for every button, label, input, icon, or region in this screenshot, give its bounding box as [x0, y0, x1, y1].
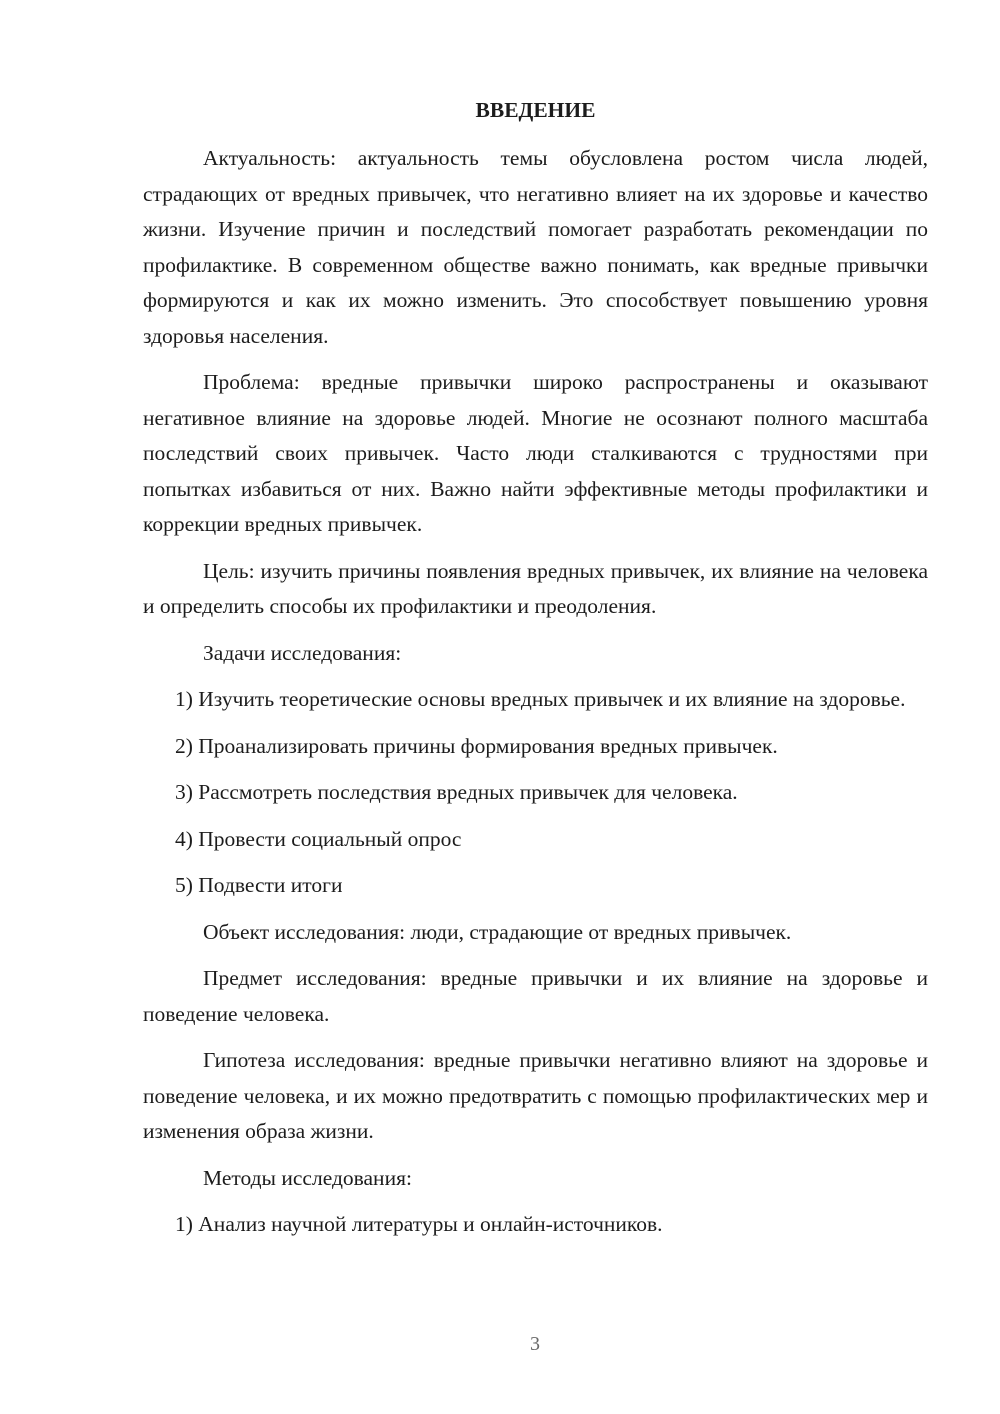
paragraph-goal: Цель: изучить причины появления вредных привычек, их влияние на человека и определить способы их профилактики и преодоления.	[143, 558, 928, 618]
paragraph-relevance: Актуальность: актуальность темы обусловлена ростом числа людей, страдающих от вредных привычек, что негативно влияет на их здоровье и качество жизни. Изучение причин и последствий помогает разработать рекомендации по профилактике. В современном обществе важно понимать, как вредные привычки формируются и как их можно изменить. Это способствует повышению уровня здоровья населения.	[143, 146, 928, 348]
paragraph-problem: Проблема: вредные привычки широко распространены и оказывают негативное влияние на здоровье людей. Многие не осознают полного масштаба последствий своих привычек. Часто люди сталкиваются с трудностями при попытках избавиться от них. Важно найти эффективные методы профилактики и коррекции вредных привычек.	[143, 370, 928, 536]
list-item-task-4: 4) Провести социальный опрос	[175, 826, 462, 851]
paragraph-tasks-heading: Задачи исследования:	[203, 640, 402, 665]
paragraph-hypothesis: Гипотеза исследования: вредные привычки негативно влияют на здоровье и поведение человека, и их можно предотвратить с помощью профилактических мер и изменения образа жизни.	[143, 1048, 928, 1143]
paragraph-methods-heading: Методы исследования:	[203, 1165, 412, 1190]
list-item-method-1: 1) Анализ научной литературы и онлайн-источников.	[175, 1212, 663, 1236]
list-item-task-2: 2) Проанализировать причины формирования вредных привычек.	[175, 733, 778, 758]
list-item-task-1: 1) Изучить теоретические основы вредных привычек и их влияние на здоровье.	[175, 687, 906, 711]
section-title: ВВЕДЕНИЕ	[475, 98, 596, 122]
list-item-task-3: 3) Рассмотреть последствия вредных привычек для человека.	[175, 780, 738, 804]
paragraph-subject: Предмет исследования: вредные привычки и их влияние на здоровье и поведение человека.	[143, 966, 928, 1026]
page-number: 3	[530, 1333, 540, 1355]
list-item-task-5: 5) Подвести итоги	[175, 873, 343, 897]
paragraph-object: Объект исследования: люди, страдающие от вредных привычек.	[203, 919, 792, 944]
page-content	[143, 92, 928, 1254]
